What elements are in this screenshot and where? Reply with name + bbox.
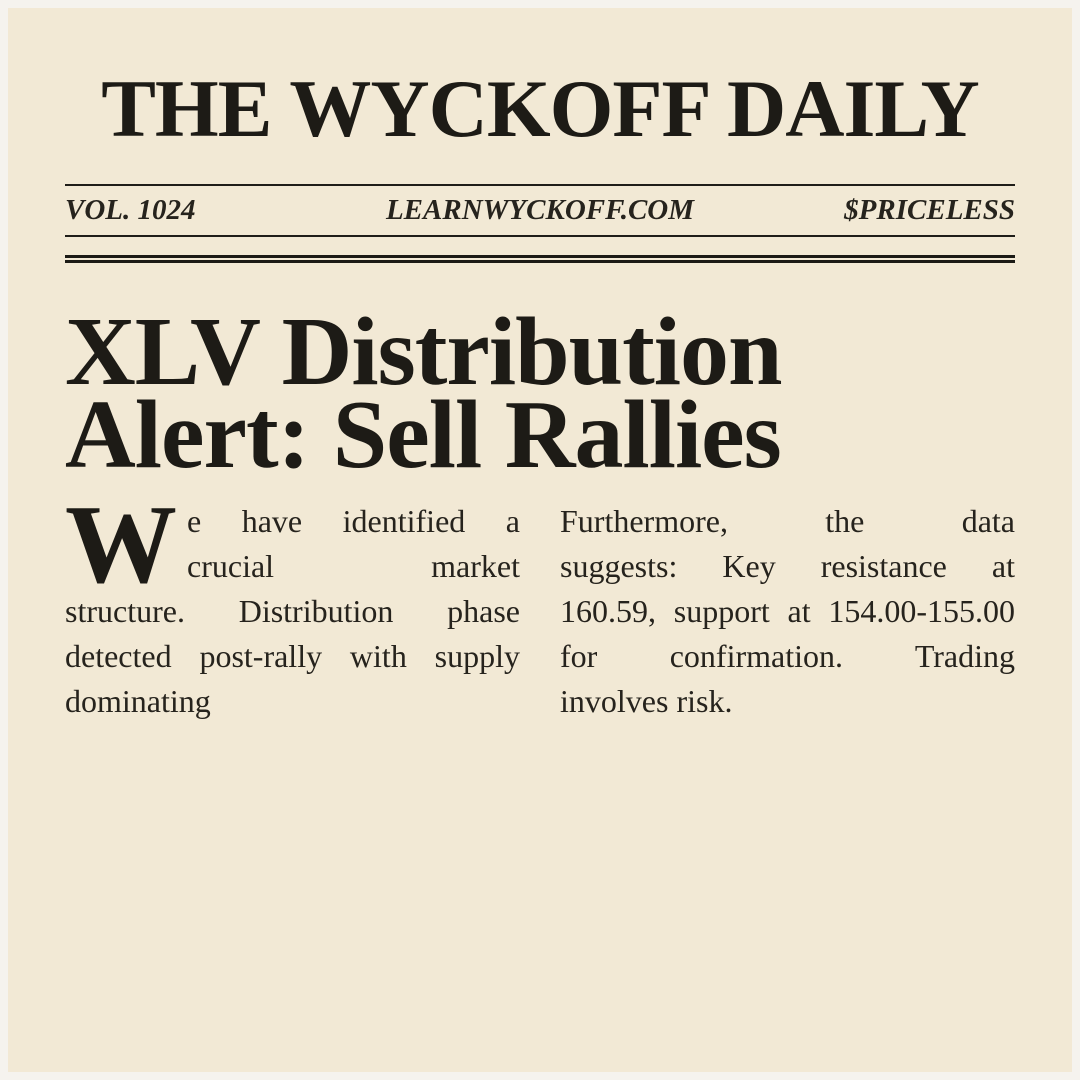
body-line: Furthermore, the data <box>560 503 1015 539</box>
headline <box>65 298 1015 489</box>
body-line: for confirmation. Trading <box>560 638 1015 674</box>
volume-label: VOL. 1024 <box>65 194 196 226</box>
body-line: structure. Distribution phase <box>65 593 520 629</box>
masthead-title: THE WYCKOFF DAILY <box>101 63 979 154</box>
website-label: LEARNWYCKOFF.COM <box>385 194 695 226</box>
article-columns <box>65 483 1015 724</box>
infobar <box>65 186 1015 235</box>
body-line: involves risk. <box>560 683 733 719</box>
double-rule <box>65 255 1015 263</box>
body-line: detected post-rally with supply <box>65 638 520 674</box>
newspaper-page <box>8 8 1072 1072</box>
body-line: dominating <box>65 683 211 719</box>
body-line: 160.59, support at 154.00-155.00 <box>560 593 1015 629</box>
column-left <box>65 483 520 724</box>
body-line: suggests: Key resistance at <box>560 548 1015 584</box>
price-label: $PRICELESS <box>844 194 1016 226</box>
headline-line-1: XLV Distribution <box>65 298 782 406</box>
headline-line-2: Alert: Sell Rallies <box>65 381 781 489</box>
body-line: e have identified a <box>187 503 520 539</box>
infobar-bottom-rule <box>65 235 1015 237</box>
column-right <box>560 499 1015 724</box>
body-line: crucial market <box>187 548 520 584</box>
drop-cap: W <box>65 483 177 607</box>
